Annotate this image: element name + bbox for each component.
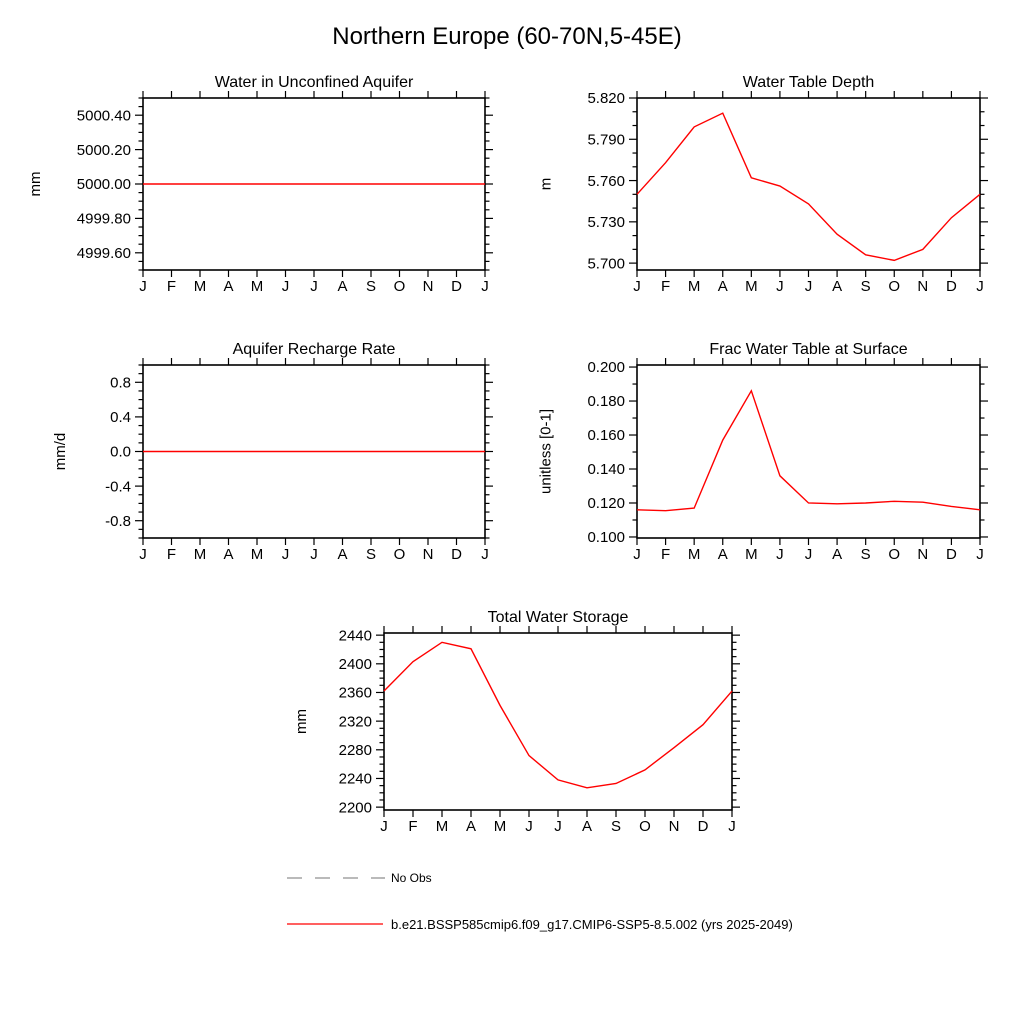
- y-tick-label: 4999.60: [76, 245, 131, 262]
- x-tick-label: J: [281, 278, 290, 295]
- x-tick-label: J: [380, 818, 388, 835]
- x-tick-label: A: [832, 546, 843, 563]
- x-tick-label: N: [422, 546, 434, 563]
- y-tick-label: 2240: [338, 770, 372, 788]
- chart-water-table-depth: [520, 55, 1024, 305]
- x-tick-label: S: [365, 546, 377, 563]
- y-tick-label: 0.200: [587, 359, 625, 377]
- x-tick-label: N: [668, 818, 680, 835]
- y-tick-label: 0.160: [587, 427, 625, 445]
- x-tick-label: F: [408, 818, 418, 835]
- y-tick-label: -0.4: [105, 478, 131, 496]
- chart-frac-water-table-at-surface: [520, 322, 1024, 572]
- page-title: Northern Europe (60-70N,5-45E): [332, 23, 682, 50]
- x-tick-label: A: [465, 818, 477, 835]
- chart-title: Aquifer Recharge Rate: [232, 341, 396, 358]
- x-tick-label: M: [435, 818, 449, 835]
- y-tick-label: 0.0: [110, 443, 131, 461]
- y-tick-label: 0.180: [587, 393, 625, 411]
- plot-box: [384, 633, 732, 810]
- y-tick-label: 5000.20: [76, 141, 131, 159]
- y-tick-label: 2440: [338, 627, 372, 645]
- y-tick-label: 2320: [338, 713, 372, 731]
- x-tick-label: O: [639, 818, 651, 835]
- y-axis-label: mm: [26, 171, 44, 197]
- x-tick-label: D: [945, 546, 957, 563]
- x-tick-label: J: [976, 546, 984, 563]
- x-tick-label: N: [917, 546, 929, 563]
- x-tick-label: A: [223, 278, 234, 295]
- x-tick-label: F: [660, 278, 671, 295]
- x-tick-label: J: [525, 818, 533, 835]
- x-tick-label: M: [193, 546, 207, 563]
- x-tick-label: F: [166, 278, 177, 295]
- x-tick-label: D: [451, 546, 462, 563]
- x-tick-label: O: [393, 278, 406, 295]
- x-tick-label: D: [945, 278, 957, 295]
- x-tick-label: S: [860, 546, 871, 563]
- x-tick-label: M: [250, 546, 264, 563]
- plot-box: [637, 365, 980, 538]
- x-tick-label: J: [804, 278, 813, 295]
- x-tick-label: J: [281, 546, 290, 563]
- y-tick-label: 0.140: [587, 461, 625, 479]
- x-tick-label: J: [633, 278, 641, 295]
- x-tick-label: J: [310, 278, 318, 295]
- x-tick-label: J: [976, 278, 984, 295]
- x-tick-label: N: [422, 278, 434, 295]
- chart-title: Total Water Storage: [487, 609, 629, 626]
- x-tick-label: M: [250, 278, 264, 295]
- x-tick-label: J: [310, 546, 318, 563]
- chart-title: Water in Unconfined Aquifer: [214, 74, 414, 91]
- x-tick-label: A: [223, 546, 234, 563]
- chart-water-in-unconfined-aquifer: [0, 55, 520, 305]
- y-tick-label: 2360: [338, 684, 372, 702]
- y-tick-label: 0.8: [110, 374, 131, 392]
- x-tick-label: M: [193, 278, 207, 295]
- data-line-water-table-depth: [637, 113, 980, 260]
- x-tick-label: J: [804, 546, 813, 563]
- x-tick-label: A: [337, 278, 348, 295]
- x-tick-label: A: [717, 546, 728, 563]
- legend-item-no-obs: [287, 870, 432, 886]
- y-tick-label: 0.120: [587, 495, 625, 513]
- x-tick-label: A: [832, 278, 843, 295]
- data-line-total-water-storage: [384, 642, 732, 787]
- y-tick-label: 0.4: [110, 409, 131, 427]
- x-tick-label: M: [745, 278, 758, 295]
- x-tick-label: J: [481, 546, 489, 563]
- y-tick-label: 5.730: [587, 214, 625, 232]
- chart-total-water-storage: [230, 590, 794, 855]
- x-tick-label: N: [917, 278, 929, 295]
- x-tick-label: J: [481, 278, 489, 295]
- legend-label-no-obs: No Obs: [391, 871, 432, 885]
- x-tick-label: J: [139, 278, 147, 295]
- x-tick-label: A: [337, 546, 348, 563]
- y-axis-label: m: [537, 177, 555, 191]
- x-tick-label: A: [581, 818, 593, 835]
- y-tick-label: 5.790: [587, 131, 625, 149]
- chart-title: Frac Water Table at Surface: [709, 341, 908, 358]
- y-tick-label: 2200: [338, 799, 372, 817]
- x-tick-label: D: [451, 278, 462, 295]
- x-tick-label: S: [610, 818, 622, 835]
- x-tick-label: M: [687, 278, 701, 295]
- y-tick-label: 4999.80: [76, 210, 131, 228]
- y-axis-label: mm: [292, 709, 310, 734]
- legend-label-model-run: b.e21.BSSP585cmip6.f09_g17.CMIP6-SSP5-8.5.002 (yrs 2025-2049): [391, 916, 793, 932]
- x-tick-label: S: [860, 278, 871, 295]
- x-tick-label: F: [166, 546, 177, 563]
- x-tick-label: O: [888, 278, 901, 295]
- x-tick-label: J: [776, 546, 784, 563]
- y-tick-label: 5.700: [587, 255, 625, 273]
- x-tick-label: J: [776, 278, 784, 295]
- y-tick-label: 5000.00: [76, 176, 131, 194]
- chart-aquifer-recharge-rate: [0, 322, 520, 572]
- x-tick-label: M: [687, 546, 701, 563]
- no-obs-dashed-line-sample: [287, 870, 385, 886]
- y-tick-label: 5.760: [587, 172, 625, 190]
- y-tick-label: 5000.40: [76, 107, 131, 125]
- y-tick-label: -0.8: [105, 512, 131, 530]
- x-tick-label: S: [365, 278, 377, 295]
- x-tick-label: A: [717, 278, 728, 295]
- data-line-frac-water-table-at-surface: [637, 391, 980, 511]
- x-tick-label: J: [554, 818, 562, 835]
- x-tick-label: J: [728, 818, 736, 835]
- x-tick-label: M: [493, 818, 507, 835]
- x-tick-label: O: [393, 546, 406, 563]
- y-tick-label: 5.820: [587, 90, 625, 108]
- y-axis-label: unitless [0-1]: [537, 408, 555, 495]
- x-tick-label: O: [888, 546, 901, 563]
- x-tick-label: J: [633, 546, 641, 563]
- legend-item-model-run: [287, 916, 793, 932]
- x-tick-label: J: [139, 546, 147, 563]
- x-tick-label: D: [697, 818, 709, 835]
- y-tick-label: 0.100: [587, 529, 625, 547]
- chart-title: Water Table Depth: [742, 74, 875, 91]
- plot-box: [637, 98, 980, 270]
- x-tick-label: F: [660, 546, 671, 563]
- y-tick-label: 2280: [338, 742, 372, 760]
- x-tick-label: M: [745, 546, 758, 563]
- model-run-line-sample: [287, 916, 385, 932]
- y-axis-label: mm/d: [51, 432, 69, 471]
- y-tick-label: 2400: [338, 656, 372, 674]
